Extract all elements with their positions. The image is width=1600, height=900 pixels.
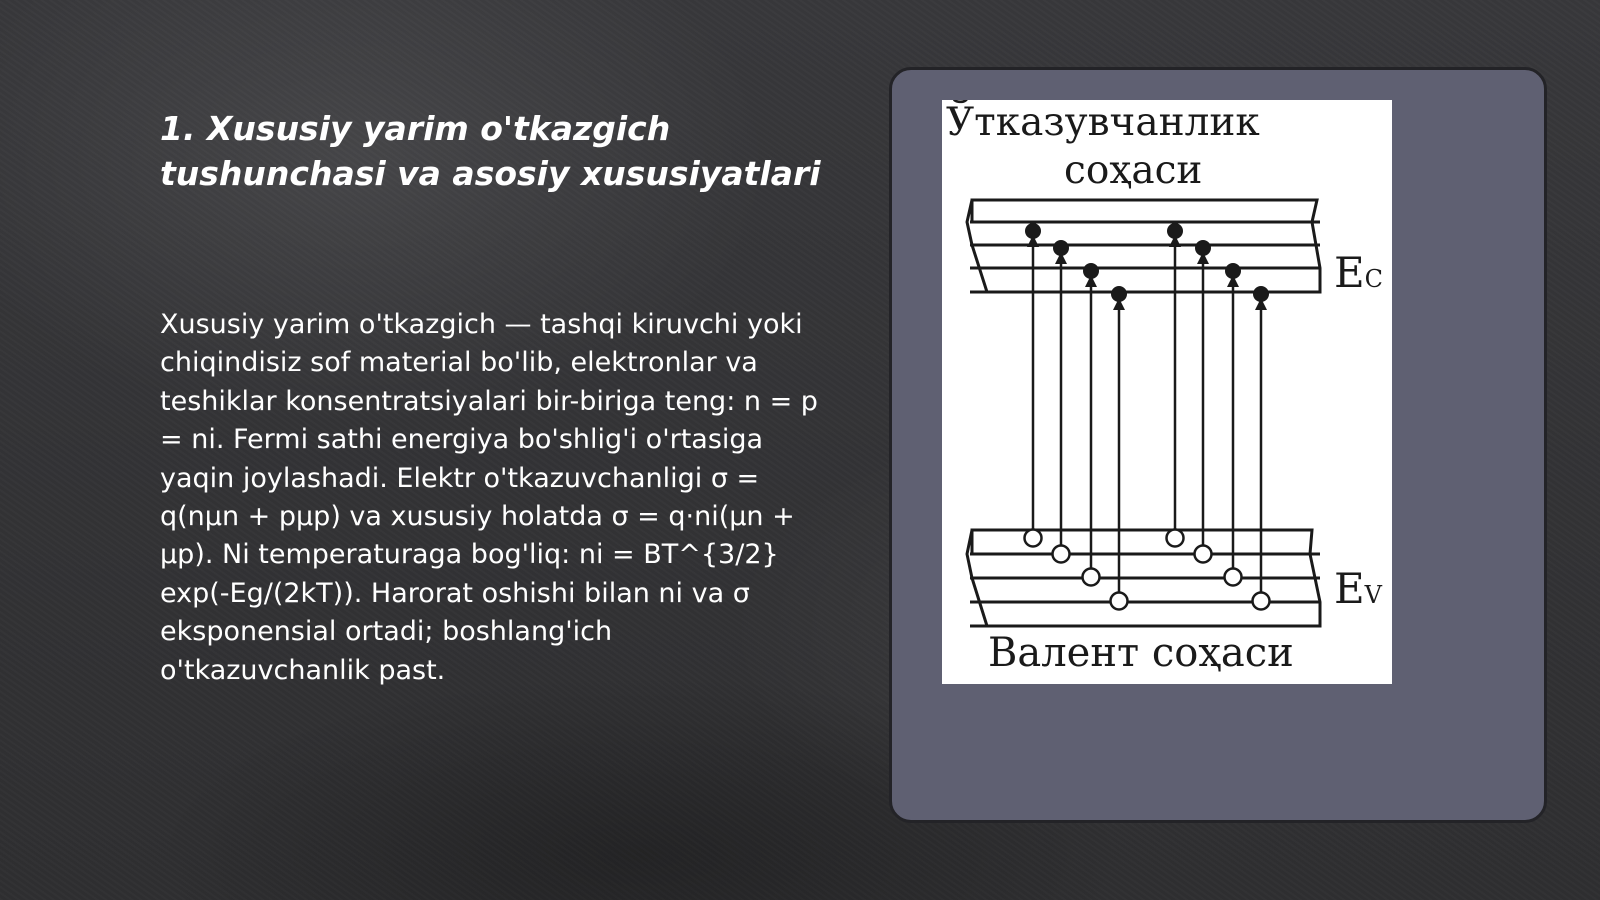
electron-dot-3	[1083, 263, 1099, 279]
hole-circle-5	[1167, 530, 1184, 547]
valence-band-label: Валент соҳаси	[988, 630, 1294, 676]
hole-circle-1	[1025, 530, 1042, 547]
ev-level-label	[1334, 564, 1382, 620]
hole-circle-6	[1195, 546, 1212, 563]
electron-dot-7	[1225, 263, 1241, 279]
slide-title: 1. Xususiy yarim o'tkazgich tushunchasi va asosiy xususiyatlari	[160, 109, 821, 193]
ev-subscript: V	[1364, 581, 1383, 609]
image-card	[889, 67, 1547, 823]
ec-subscript: C	[1364, 265, 1384, 293]
electron-dot-1	[1025, 223, 1041, 239]
hole-circle-3	[1083, 569, 1100, 586]
energy-band-diagram	[942, 100, 1392, 684]
hole-circle-8	[1253, 593, 1270, 610]
conduction-band-label-line2: соҳаси	[1064, 148, 1203, 193]
hole-circle-2	[1053, 546, 1070, 563]
ec-level-label	[1334, 248, 1383, 304]
electron-dot-8	[1253, 286, 1269, 302]
ec-symbol: E	[1334, 248, 1365, 297]
hole-circle-4	[1111, 593, 1128, 610]
electron-dot-5	[1167, 223, 1183, 239]
conduction-band-top-plate	[972, 200, 1317, 222]
hole-circle-7	[1225, 569, 1242, 586]
conduction-band-label-line1: Ўтказувчанлик	[946, 100, 1260, 145]
electron-dot-4	[1111, 286, 1127, 302]
electron-dot-2	[1053, 240, 1069, 256]
slide-body-text: Xususiy yarim o'tkazgich — tashqi kiruvchi yoki chiqindisiz sof material bo'lib, elektronlar va teshiklar konsentratsiyalari bir-biriga teng: n = p = ni. Fermi sathi energiya bo'shlig'i o'rtasiga yaqin joylashadi. Elektr o'tkazuvchanligi σ = q(nμn + pμp) va xususiy holatda σ = q·ni(μn + μp). Ni temperaturaga bog'liq: ni = BT^{3/2} exp(-Eg/(2kT)). Harorat oshishi bilan ni va σ eksponensial ortadi; boshlang'ich o'tkazuvchanlik past.	[160, 309, 818, 686]
electron-dot-6	[1195, 240, 1211, 256]
ev-symbol: E	[1334, 564, 1365, 613]
